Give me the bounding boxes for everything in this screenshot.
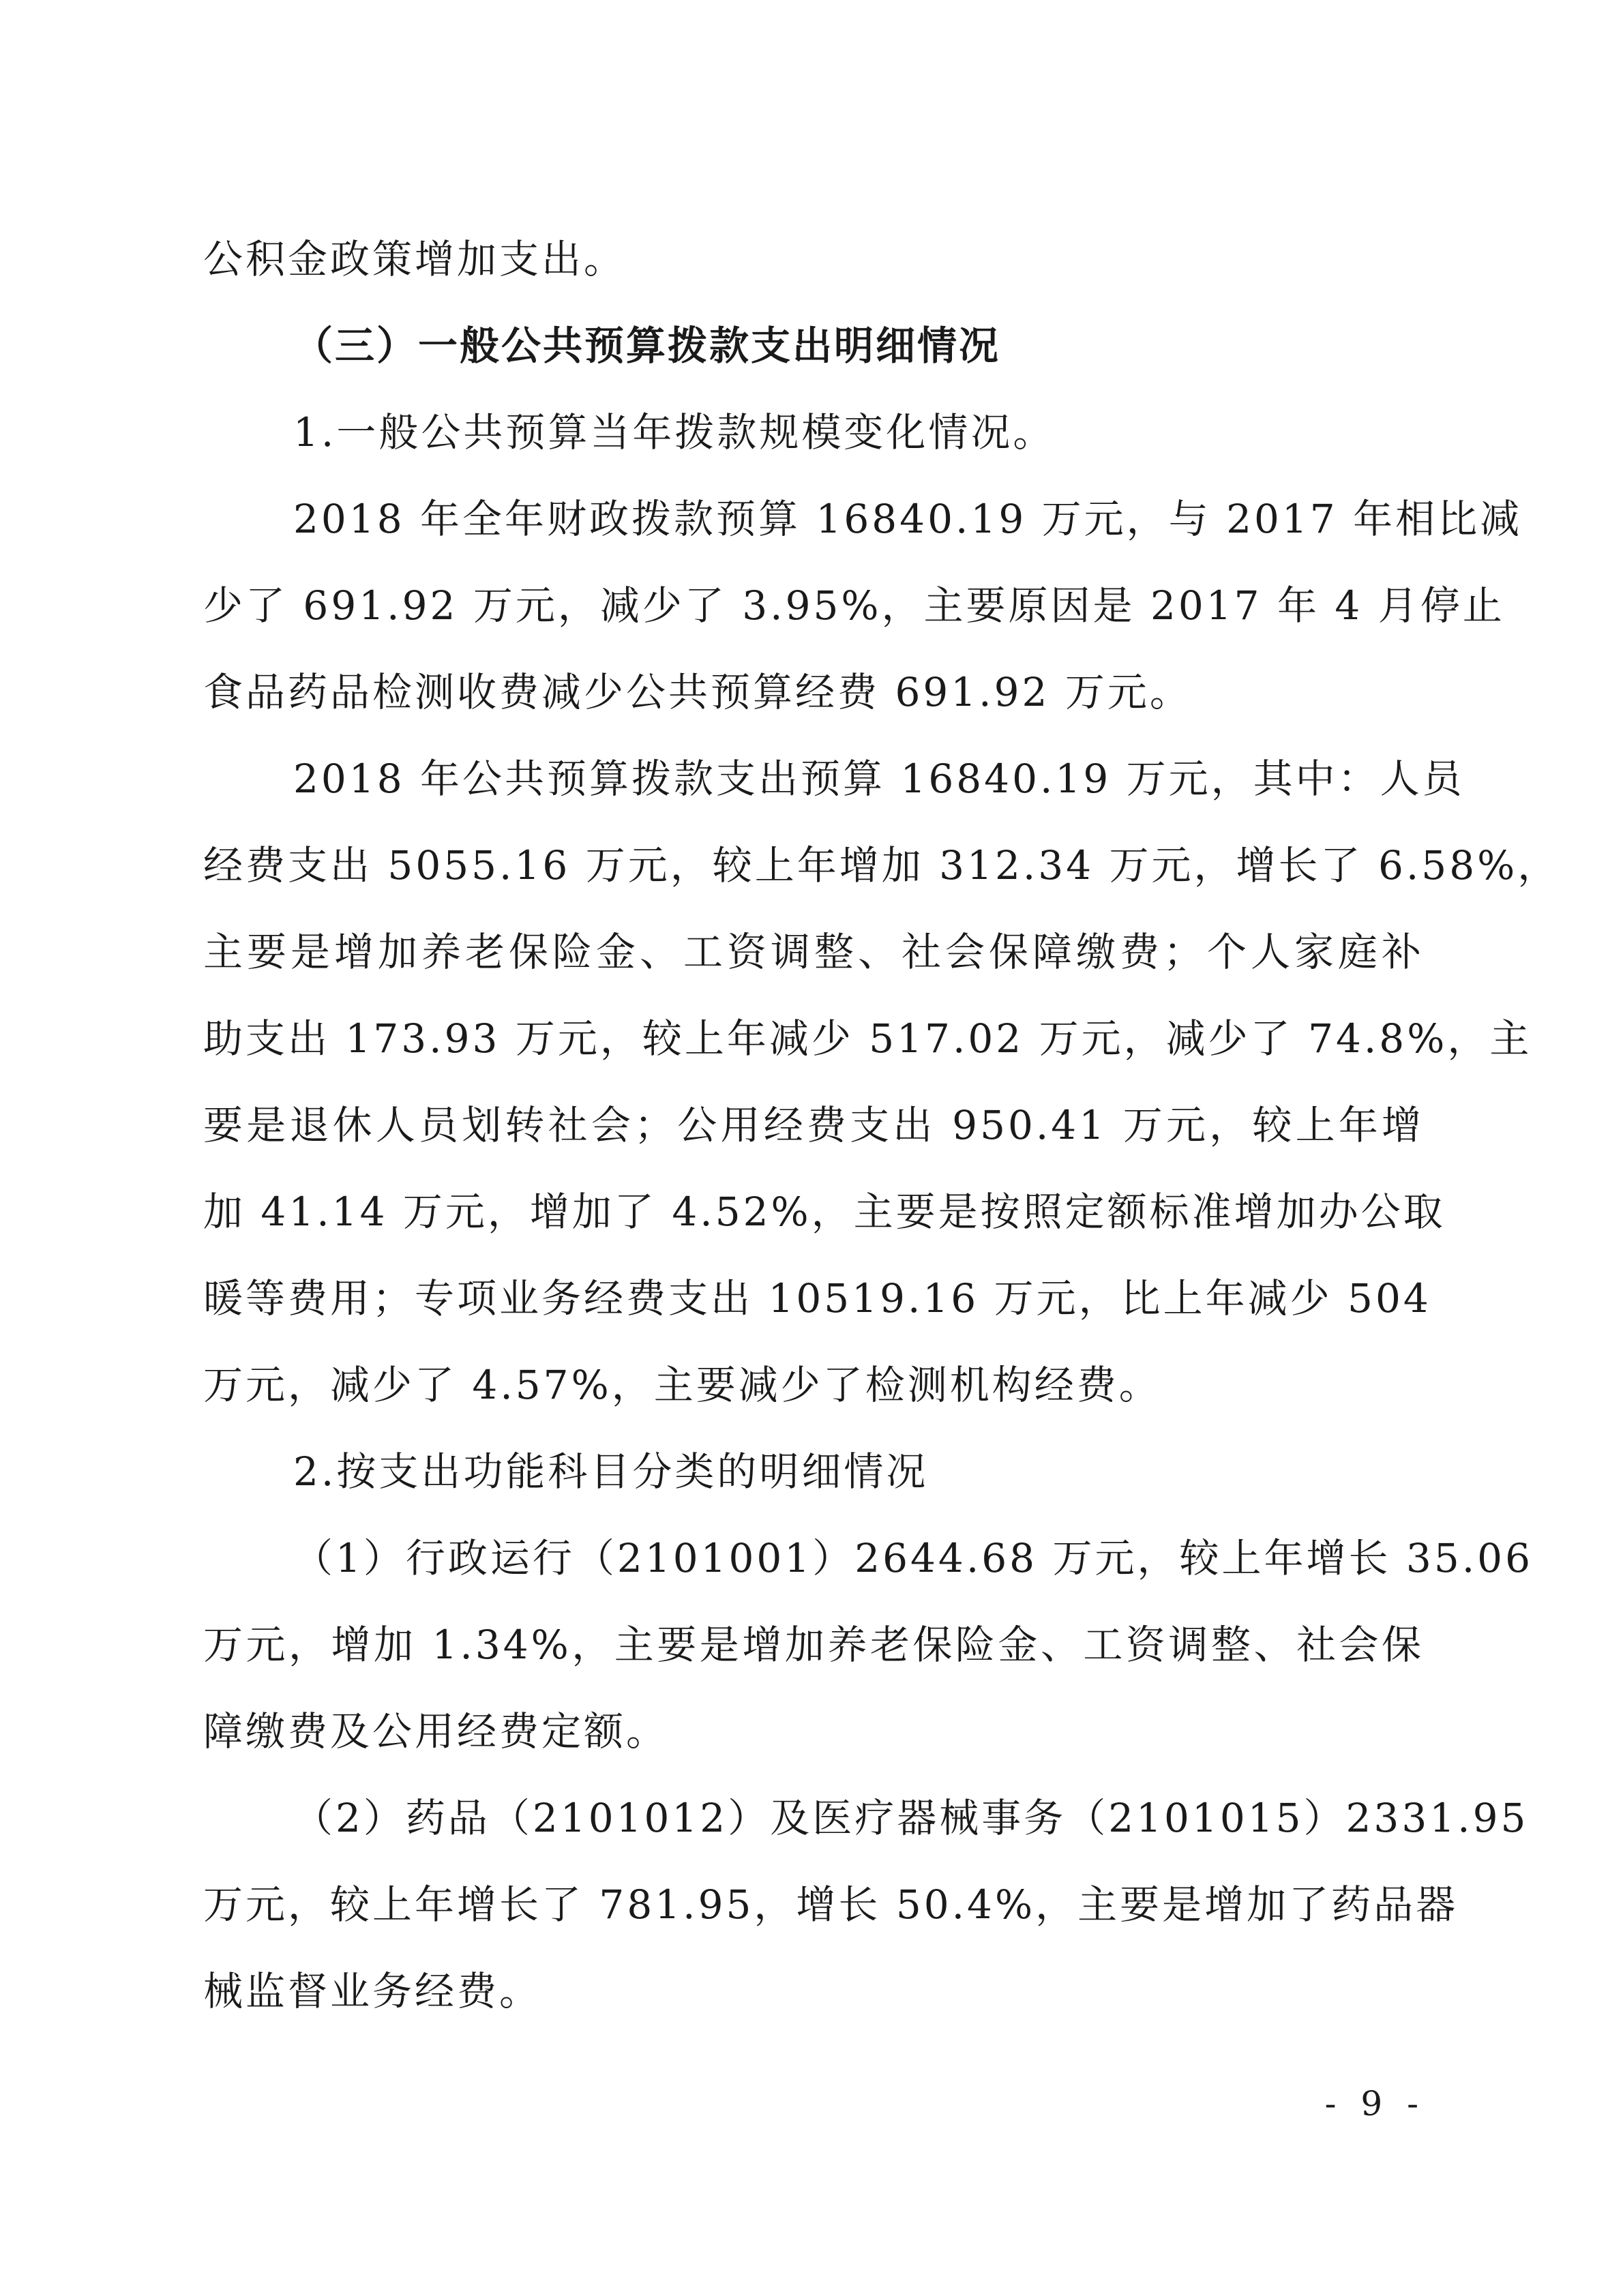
paragraph-line: 械监督业务经费。 <box>203 1968 542 2014</box>
paragraph-line: 障缴费及公用经费定额。 <box>203 1708 669 1755</box>
paragraph-line: 万元，增加 1.34%，主要是增加养老保险金、工资调整、社会保 <box>203 1622 1424 1668</box>
paragraph-line: （1）行政运行（2101001）2644.68 万元，较上年增长 35.06 <box>293 1535 1533 1581</box>
subsection-heading: 2.按支出功能科目分类的明细情况 <box>293 1448 929 1495</box>
paragraph-line: 加 41.14 万元，增加了 4.52%，主要是按照定额标准增加办公取 <box>203 1189 1446 1235</box>
paragraph-line: 公积金政策增加支出。 <box>203 236 627 282</box>
paragraph-line: 2018 年公共预算拨款支出预算 16840.19 万元，其中：人员 <box>293 756 1465 802</box>
paragraph-line: （2）药品（2101012）及医疗器械事务（2101015）2331.95 <box>293 1795 1529 1841</box>
paragraph-line: 万元，减少了 4.57%，主要减少了检测机构经费。 <box>203 1362 1161 1408</box>
section-heading: （三）一般公共预算拨款支出明细情况 <box>293 323 1001 369</box>
paragraph-line: 经费支出 5055.16 万元，较上年增加 312.34 万元，增长了 6.58%， <box>203 842 1560 889</box>
paragraph-line: 食品药品检测收费减少公共预算经费 691.92 万元。 <box>203 669 1192 715</box>
paragraph-line: 助支出 173.93 万元，较上年减少 517.02 万元，减少了 74.8%，主 <box>203 1015 1532 1062</box>
paragraph-line: 暖等费用；专项业务经费支出 10519.16 万元，比上年减少 504 <box>203 1275 1431 1322</box>
paragraph-line: 主要是增加养老保险金、工资调整、社会保障缴费；个人家庭补 <box>203 929 1424 975</box>
page-number: - 9 - <box>1324 2084 1425 2123</box>
paragraph-line: 2018 年全年财政拨款预算 16840.19 万元，与 2017 年相比减 <box>293 496 1523 542</box>
subsection-heading: 1.一般公共预算当年拨款规模变化情况。 <box>293 409 1056 456</box>
paragraph-line: 要是退休人员划转社会；公用经费支出 950.41 万元，较上年增 <box>203 1102 1424 1148</box>
paragraph-line: 万元，较上年增长了 781.95，增长 50.4%，主要是增加了药品器 <box>203 1881 1459 1928</box>
paragraph-line: 少了 691.92 万元，减少了 3.95%，主要原因是 2017 年 4 月停止 <box>203 582 1505 629</box>
